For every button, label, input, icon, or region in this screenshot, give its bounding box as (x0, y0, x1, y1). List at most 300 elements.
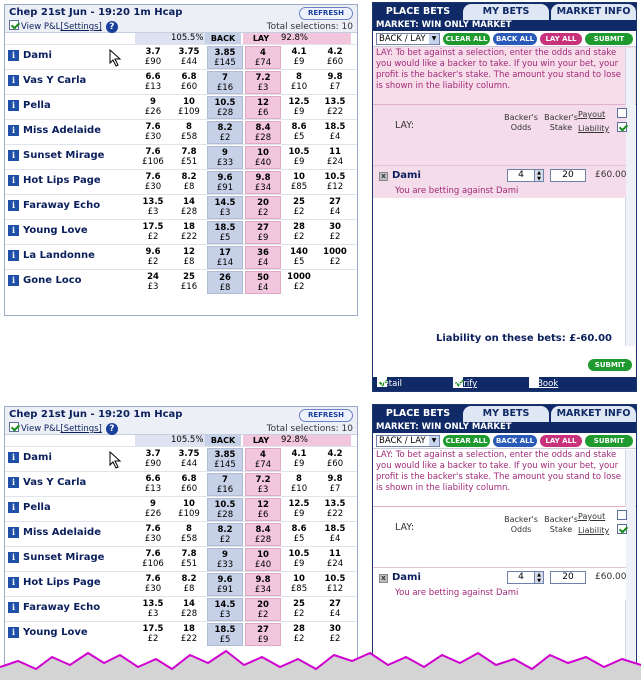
price-amount: £90 (144, 459, 162, 469)
price-amount: £28 (216, 108, 234, 118)
price-amount: £28 (180, 609, 198, 619)
back-price-cell[interactable] (135, 448, 171, 471)
runner-name[interactable]: Miss Adelaide (23, 527, 101, 538)
price-amount: £16 (180, 282, 198, 292)
back-price-cell[interactable] (171, 523, 207, 546)
back-price-cell[interactable] (171, 146, 207, 169)
price-odds: 1000 (323, 247, 347, 257)
runner-name[interactable]: Sunset Mirage (23, 552, 105, 563)
view-pl-toggle (9, 20, 118, 33)
lay-price-cell[interactable] (245, 46, 281, 69)
runner-row (5, 244, 357, 269)
mode-select[interactable] (376, 435, 440, 447)
lay-price-cell[interactable] (245, 548, 281, 571)
back-price-cell[interactable] (135, 146, 171, 169)
lay-price-cell[interactable] (317, 221, 353, 244)
view-pl-checkbox[interactable] (9, 422, 19, 432)
odds-input[interactable]: 4 (507, 571, 535, 584)
price-amount: £2 (257, 610, 269, 620)
info-icon[interactable]: i (8, 452, 19, 463)
back-price-cell[interactable] (171, 121, 207, 144)
back-column-header: BACK (205, 33, 241, 44)
runner-name[interactable]: La Landonne (23, 250, 95, 261)
market-header (5, 5, 357, 33)
back-price-cell[interactable] (135, 71, 171, 94)
lay-price-cell[interactable] (281, 46, 317, 69)
price-odds: 10.5 (288, 549, 310, 559)
price-amount: £4 (329, 609, 341, 619)
lay-price-cell[interactable] (317, 246, 353, 269)
price-odds: 13.5 (142, 599, 164, 609)
runner-list (5, 44, 357, 294)
bets-panel (372, 404, 637, 676)
back-price-cell[interactable] (171, 548, 207, 571)
back-price-cell[interactable] (171, 196, 207, 219)
price-amount: £51 (180, 559, 198, 569)
runner-row (5, 546, 357, 571)
back-price-cell[interactable] (135, 271, 171, 294)
back-price-cell[interactable] (207, 221, 243, 244)
clear-all-button[interactable]: CLEAR ALL (443, 435, 490, 447)
runner-name[interactable]: Hot Lips Page (23, 577, 101, 588)
lay-price-cell[interactable] (317, 196, 353, 219)
lay-price-cell[interactable] (281, 221, 317, 244)
back-price-cell[interactable] (135, 473, 171, 496)
price-odds: 30 (329, 222, 341, 232)
lay-price-cell[interactable] (281, 623, 317, 646)
runner-name[interactable]: Dami (23, 50, 52, 61)
runner-row (5, 69, 357, 94)
lay-price-cell[interactable] (281, 448, 317, 471)
back-price-cell[interactable] (171, 221, 207, 244)
info-icon[interactable]: i (8, 602, 19, 613)
price-amount: £40 (254, 560, 272, 570)
runner-name[interactable]: Pella (23, 100, 51, 111)
back-price-cell[interactable] (171, 96, 207, 119)
payout-checkbox[interactable] (617, 510, 627, 520)
lay-price-cell[interactable] (317, 171, 353, 194)
back-price-cell[interactable] (207, 548, 243, 571)
price-odds: 4 (260, 48, 266, 58)
back-price-cell[interactable] (171, 46, 207, 69)
back-price-cell[interactable] (135, 498, 171, 521)
price-odds: 10 (183, 97, 195, 107)
price-odds: 7.8 (181, 549, 197, 559)
price-amount: £28 (180, 207, 198, 217)
lay-price-cell[interactable] (245, 171, 281, 194)
price-odds: 10.5 (324, 574, 346, 584)
mouse-cursor-icon (109, 49, 123, 67)
price-odds: 11 (329, 147, 341, 157)
odds-spinner-icon[interactable]: ▲ ▼ (534, 571, 544, 584)
lay-price-cell[interactable] (245, 448, 281, 471)
back-price-cell[interactable] (135, 221, 171, 244)
mode-select[interactable] (376, 33, 440, 45)
betting-against-note: You are betting against Dami (395, 186, 519, 196)
info-icon[interactable]: i (8, 250, 19, 261)
lay-price-cell[interactable] (245, 523, 281, 546)
tab-market-info[interactable]: MARKET INFO (551, 406, 636, 422)
lay-price-cell[interactable] (317, 498, 353, 521)
lay-price-cell[interactable] (245, 473, 281, 496)
lay-price-cell[interactable] (281, 473, 317, 496)
lay-price-cell[interactable] (245, 96, 281, 119)
lay-all-button[interactable]: LAY ALL (540, 33, 582, 45)
price-odds: 24 (147, 272, 159, 282)
price-amount: £9 (293, 459, 305, 469)
price-odds: 28 (293, 222, 305, 232)
runner-name[interactable]: Vas Y Carla (23, 75, 87, 86)
market-title: Chep 21st Jun - 19:20 1m Hcap (9, 409, 183, 420)
back-price-cell[interactable] (171, 598, 207, 621)
info-icon[interactable]: i (8, 477, 19, 488)
stake-input[interactable]: 20 (550, 571, 586, 584)
price-odds: 8 (296, 474, 302, 484)
price-amount: £16 (216, 83, 234, 93)
price-odds: 9.8 (327, 72, 343, 82)
back-price-cell[interactable] (207, 71, 243, 94)
stake-input[interactable]: 20 (550, 169, 586, 182)
lay-price-cell[interactable] (281, 598, 317, 621)
info-icon[interactable]: i (8, 627, 19, 638)
price-amount: £60 (180, 82, 198, 92)
lay-price-cell[interactable] (317, 548, 353, 571)
lay-price-cell[interactable] (281, 548, 317, 571)
runner-name[interactable]: Sunset Mirage (23, 150, 105, 161)
liability-link[interactable]: Liability (578, 124, 610, 133)
price-odds: 14.5 (214, 198, 236, 208)
back-price-cell[interactable] (171, 246, 207, 269)
back-book-pct: 105.5% (171, 33, 204, 43)
back-price-cell[interactable] (135, 171, 171, 194)
liability-link[interactable]: Liability (578, 526, 610, 535)
payout-link[interactable]: Payout (578, 512, 606, 521)
back-price-cell[interactable] (135, 523, 171, 546)
price-amount: £60 (180, 484, 198, 494)
info-icon[interactable]: i (8, 502, 19, 513)
selection-liability: £60.00 (595, 572, 627, 582)
lay-price-cell[interactable] (317, 121, 353, 144)
info-icon[interactable]: i (8, 527, 19, 538)
settings-link[interactable]: [Settings] (60, 22, 102, 32)
price-odds: 14.5 (214, 600, 236, 610)
back-price-cell[interactable] (207, 271, 243, 294)
price-amount: £22 (180, 634, 198, 644)
runner-name[interactable]: Young Love (23, 225, 88, 236)
remove-selection-icon[interactable]: x (379, 172, 388, 181)
price-amount: £16 (216, 485, 234, 495)
view-pl-label: View P&L (21, 22, 61, 32)
lay-price-cell[interactable] (245, 221, 281, 244)
submit-button[interactable]: SUBMIT (585, 435, 633, 447)
lay-table-header (373, 105, 626, 165)
back-price-cell[interactable] (171, 171, 207, 194)
price-odds: 50 (257, 273, 269, 283)
lay-price-cell[interactable] (317, 598, 353, 621)
info-icon[interactable]: i (8, 225, 19, 236)
refresh-button[interactable]: REFRESH (299, 409, 353, 422)
help-icon[interactable]: ? (106, 423, 118, 435)
price-amount: £12 (326, 584, 344, 594)
odds-input[interactable]: 4 (507, 169, 535, 182)
price-amount: £9 (293, 57, 305, 67)
lay-price-cell[interactable] (317, 46, 353, 69)
back-all-button[interactable]: BACK ALL (493, 435, 537, 447)
mouse-cursor-icon (109, 451, 123, 469)
back-price-cell[interactable] (171, 271, 207, 294)
back-price-cell[interactable] (135, 196, 171, 219)
price-amount: £7 (329, 82, 341, 92)
lay-price-cell[interactable] (281, 498, 317, 521)
runner-row (5, 621, 357, 646)
lay-price-cell[interactable] (245, 121, 281, 144)
back-price-cell[interactable] (207, 598, 243, 621)
lay-price-cell[interactable] (281, 121, 317, 144)
price-amount: £9 (257, 635, 269, 645)
market-title: Chep 21st Jun - 19:20 1m Hcap (9, 7, 183, 18)
runner-name[interactable]: Faraway Echo (23, 602, 101, 613)
lay-price-cell[interactable] (245, 71, 281, 94)
lay-price-cell[interactable] (281, 96, 317, 119)
runner-name[interactable]: Dami (23, 452, 52, 463)
back-price-cell[interactable] (171, 473, 207, 496)
price-odds: 12.5 (288, 97, 310, 107)
mode-select-value: BACK / LAY (379, 34, 426, 44)
lay-price-cell[interactable] (317, 523, 353, 546)
back-price-cell[interactable] (135, 598, 171, 621)
price-amount: £4 (329, 132, 341, 142)
price-odds: 10 (293, 574, 305, 584)
back-price-cell[interactable] (171, 573, 207, 596)
runner-row (5, 44, 357, 69)
lay-price-cell[interactable] (281, 71, 317, 94)
price-odds: 7.6 (145, 147, 161, 157)
lay-price-cell[interactable] (317, 473, 353, 496)
lay-price-cell[interactable] (317, 96, 353, 119)
lay-price-cell[interactable] (281, 573, 317, 596)
price-odds: 4.2 (327, 47, 343, 57)
lay-price-cell[interactable] (317, 146, 353, 169)
back-price-cell[interactable] (207, 246, 243, 269)
info-icon[interactable]: i (8, 125, 19, 136)
back-price-cell[interactable] (207, 448, 243, 471)
runner-name[interactable]: Miss Adelaide (23, 125, 101, 136)
price-odds: 9.8 (255, 575, 271, 585)
bets-scrollbar[interactable] (625, 48, 635, 346)
price-odds: 14 (183, 197, 195, 207)
lay-price-cell[interactable] (245, 573, 281, 596)
info-icon[interactable]: i (8, 577, 19, 588)
back-price-cell[interactable] (207, 623, 243, 646)
price-amount: £33 (216, 158, 234, 168)
lay-price-cell[interactable] (245, 246, 281, 269)
tab-place-bets[interactable]: PLACE BETS (375, 406, 461, 422)
price-odds: 36 (257, 248, 269, 258)
submit-bets-button[interactable]: SUBMIT (588, 359, 632, 371)
price-odds: 18.5 (214, 625, 236, 635)
view-pl-checkbox[interactable] (9, 20, 19, 30)
runner-row (5, 471, 357, 496)
payout-checkbox[interactable] (617, 108, 627, 118)
price-odds: 30 (329, 624, 341, 634)
lay-price-cell[interactable] (281, 171, 317, 194)
info-icon[interactable]: i (8, 200, 19, 211)
back-price-cell[interactable] (135, 46, 171, 69)
price-amount: £34 (254, 585, 272, 595)
help-icon[interactable]: ? (106, 21, 118, 33)
price-amount: £2 (329, 232, 341, 242)
tab-place-bets[interactable]: PLACE BETS (375, 4, 461, 20)
price-amount: £9 (293, 509, 305, 519)
runner-row (5, 269, 357, 294)
price-odds: 28 (293, 624, 305, 634)
price-amount: £8 (183, 584, 195, 594)
lay-price-cell[interactable] (317, 623, 353, 646)
runner-row (5, 596, 357, 621)
lay-price-cell[interactable] (281, 196, 317, 219)
runner-name[interactable]: Hot Lips Page (23, 175, 101, 186)
price-odds: 18.5 (214, 223, 236, 233)
back-price-cell[interactable] (207, 473, 243, 496)
price-amount: £2 (293, 634, 305, 644)
price-amount: £33 (216, 560, 234, 570)
price-odds: 11 (329, 549, 341, 559)
market-header (5, 407, 357, 435)
lay-price-cell[interactable] (245, 271, 281, 294)
price-amount: £9 (293, 559, 305, 569)
price-odds: 18 (183, 222, 195, 232)
selection-liability: £60.00 (595, 170, 627, 180)
settings-link[interactable]: [Settings] (60, 424, 102, 434)
price-odds: 18 (183, 624, 195, 634)
liability-checkbox[interactable] (617, 122, 627, 132)
price-amount: £9 (293, 157, 305, 167)
lay-price-cell[interactable] (281, 523, 317, 546)
price-odds: 7.6 (145, 122, 161, 132)
price-odds: 10 (257, 148, 269, 158)
price-odds: 7.6 (145, 172, 161, 182)
market-panel (4, 406, 358, 680)
back-price-cell[interactable] (207, 46, 243, 69)
price-odds: 27 (329, 599, 341, 609)
lay-price-cell[interactable] (317, 573, 353, 596)
price-amount: £2 (293, 232, 305, 242)
price-odds: 8.2 (181, 172, 197, 182)
back-price-cell[interactable] (135, 623, 171, 646)
info-icon[interactable]: i (8, 552, 19, 563)
info-icon[interactable]: i (8, 100, 19, 111)
clear-all-button[interactable]: CLEAR ALL (443, 33, 490, 45)
back-price-cell[interactable] (171, 623, 207, 646)
price-odds: 9 (222, 148, 228, 158)
back-price-cell[interactable] (207, 523, 243, 546)
back-price-cell[interactable] (171, 448, 207, 471)
back-price-cell[interactable] (207, 171, 243, 194)
price-odds: 18.5 (324, 524, 346, 534)
price-amount: £3 (147, 609, 159, 619)
back-price-cell[interactable] (135, 121, 171, 144)
tab-market-info[interactable]: MARKET INFO (551, 4, 636, 20)
lay-book-pct: 92.8% (281, 33, 313, 43)
back-price-cell[interactable] (135, 548, 171, 571)
price-amount: £13 (144, 82, 162, 92)
back-price-cell[interactable] (207, 96, 243, 119)
price-amount: £30 (144, 182, 162, 192)
payout-link[interactable]: Payout (578, 110, 606, 119)
backers-stake-header: Backer's Stake (544, 113, 578, 132)
price-amount: £85 (290, 182, 308, 192)
back-price-cell[interactable] (171, 71, 207, 94)
tab-my-bets[interactable]: MY BETS (463, 4, 549, 20)
lay-price-cell[interactable] (245, 196, 281, 219)
back-all-button[interactable]: BACK ALL (493, 33, 537, 45)
price-odds: 13.5 (142, 197, 164, 207)
lay-price-cell[interactable] (317, 448, 353, 471)
liability-checkbox[interactable] (617, 524, 627, 534)
price-odds: 6.8 (181, 474, 197, 484)
remove-selection-icon[interactable]: x (379, 574, 388, 583)
info-icon[interactable]: i (8, 175, 19, 186)
lay-price-cell[interactable] (245, 146, 281, 169)
price-odds: 3.75 (178, 47, 200, 57)
back-price-cell[interactable] (207, 146, 243, 169)
back-price-cell[interactable] (207, 196, 243, 219)
back-price-cell[interactable] (135, 96, 171, 119)
lay-price-cell[interactable] (245, 498, 281, 521)
lay-price-cell[interactable] (317, 71, 353, 94)
odds-spinner-icon[interactable]: ▲ ▼ (534, 169, 544, 182)
back-price-cell[interactable] (207, 498, 243, 521)
bets-scrollbar[interactable] (625, 450, 635, 676)
price-amount: £28 (216, 510, 234, 520)
back-price-cell[interactable] (135, 246, 171, 269)
info-icon[interactable]: i (8, 275, 19, 286)
info-icon[interactable]: i (8, 50, 19, 61)
lay-price-cell[interactable] (281, 246, 317, 269)
chevron-down-icon: ▼ (429, 436, 439, 446)
price-amount: £58 (180, 132, 198, 142)
lay-all-button[interactable]: LAY ALL (540, 435, 582, 447)
lay-price-cell[interactable] (245, 598, 281, 621)
price-odds: 8 (186, 524, 192, 534)
runner-name[interactable]: Young Love (23, 627, 88, 638)
runner-name[interactable]: Vas Y Carla (23, 477, 87, 488)
runner-name[interactable]: Pella (23, 502, 51, 513)
lay-price-cell[interactable] (245, 623, 281, 646)
price-odds: 7.2 (255, 73, 271, 83)
tab-my-bets[interactable]: MY BETS (463, 406, 549, 422)
lay-price-cell[interactable] (317, 271, 353, 294)
price-amount: £2 (293, 282, 305, 292)
runner-name[interactable]: Faraway Echo (23, 200, 101, 211)
back-price-cell[interactable] (207, 573, 243, 596)
lay-price-cell[interactable] (281, 271, 317, 294)
back-price-cell[interactable] (207, 121, 243, 144)
price-odds: 7.6 (145, 524, 161, 534)
price-amount: £91 (216, 585, 234, 595)
liability-total-value: £-60.00 (569, 333, 612, 344)
submit-button[interactable]: SUBMIT (585, 33, 633, 45)
back-price-cell[interactable] (171, 498, 207, 521)
price-odds: 10.5 (214, 98, 236, 108)
lay-price-cell[interactable] (281, 146, 317, 169)
back-price-cell[interactable] (135, 573, 171, 596)
runner-name[interactable]: Gone Loco (23, 275, 82, 286)
info-icon[interactable]: i (8, 150, 19, 161)
runner-row (5, 119, 357, 144)
refresh-button[interactable]: REFRESH (299, 7, 353, 20)
info-icon[interactable]: i (8, 75, 19, 86)
